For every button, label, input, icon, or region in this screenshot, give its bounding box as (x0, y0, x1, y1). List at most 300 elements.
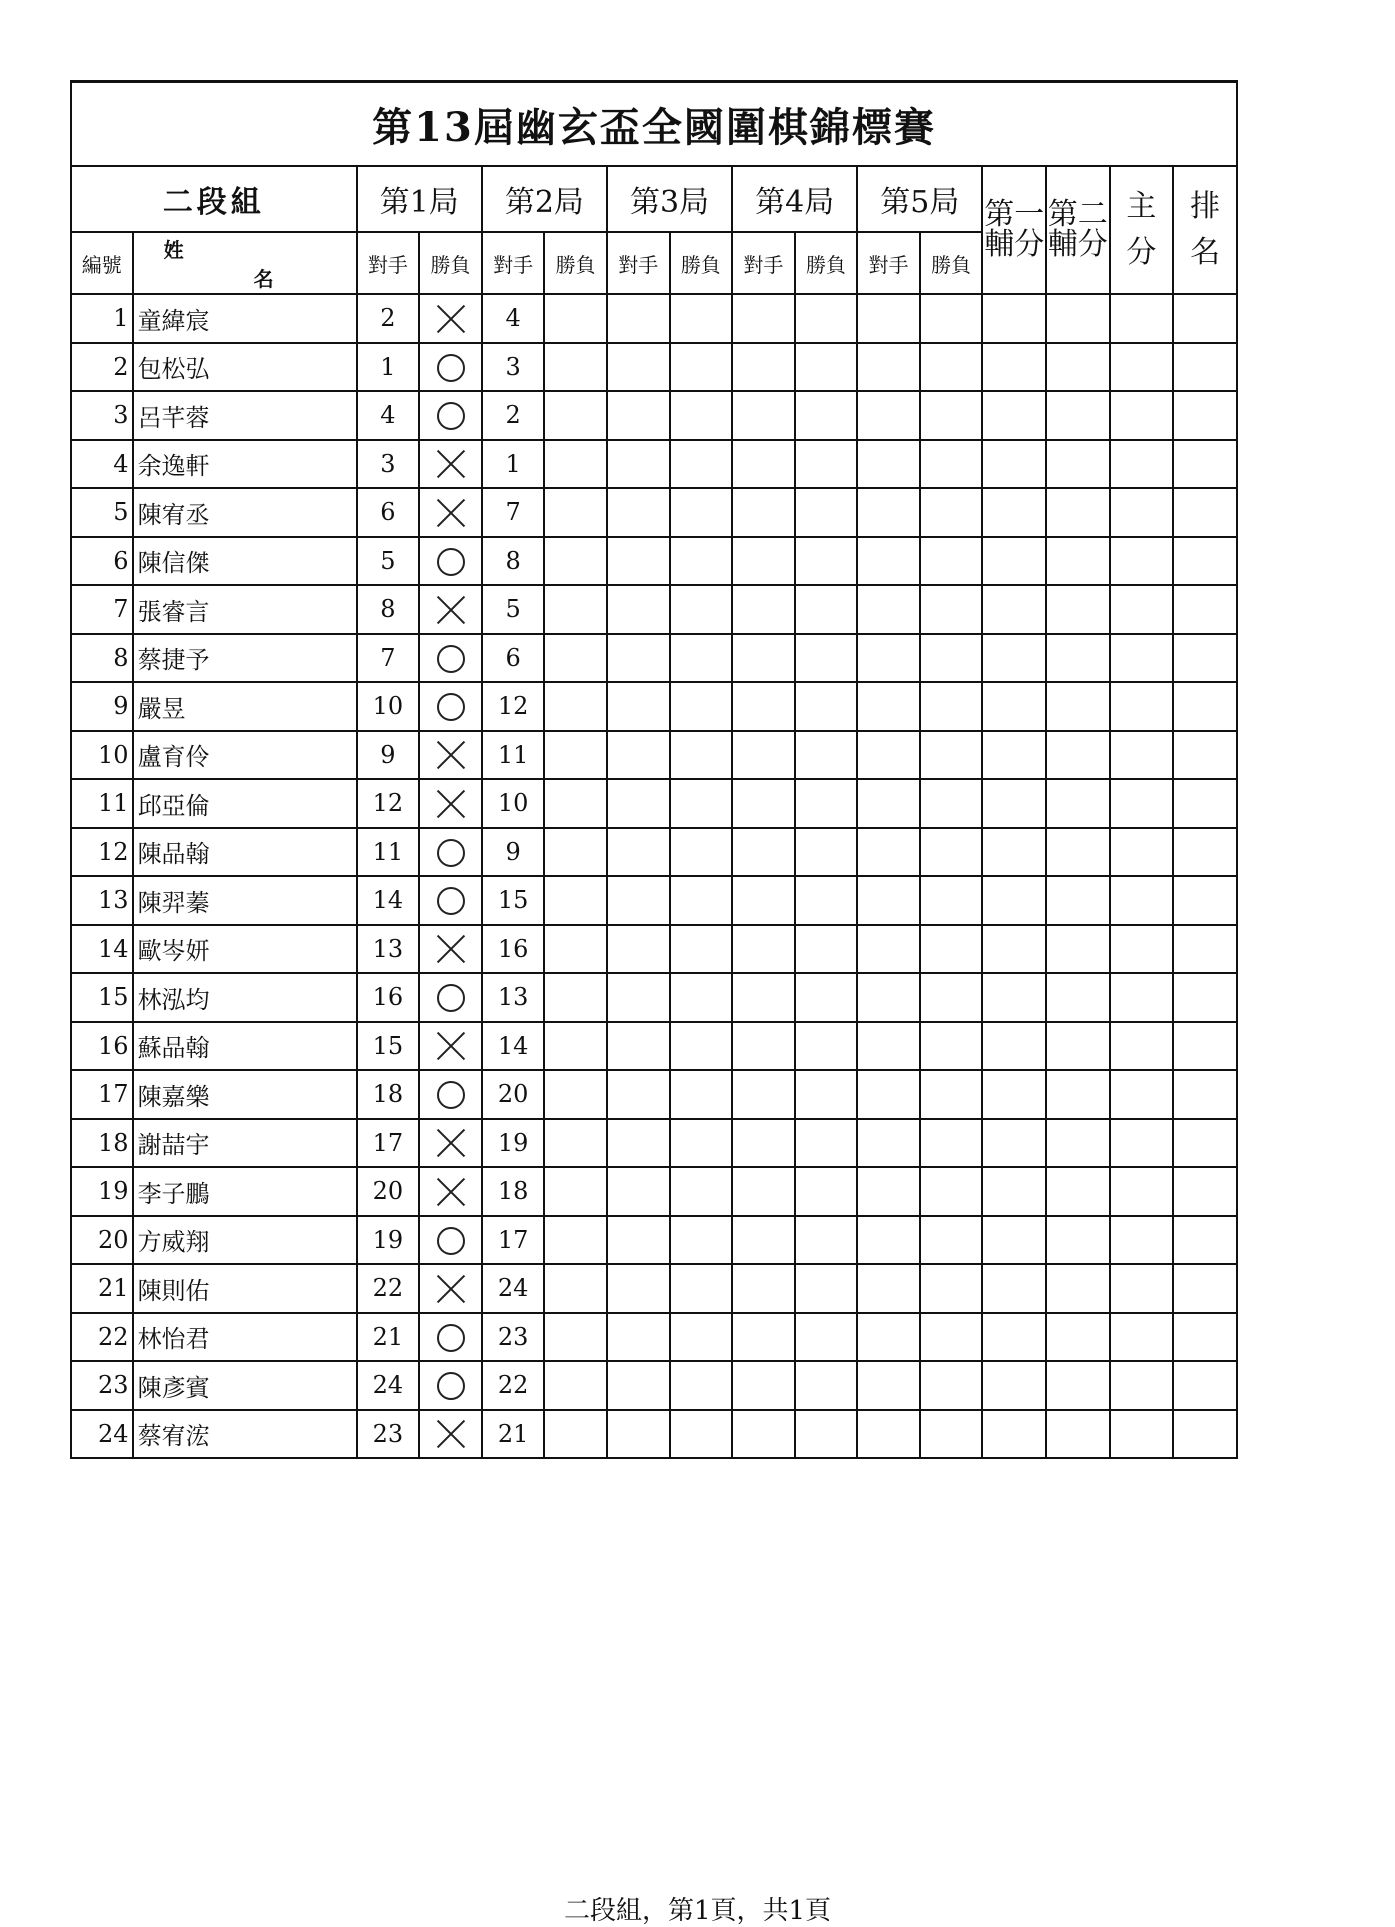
empty-cell (670, 779, 733, 828)
round-2-opponent: 6 (482, 634, 545, 683)
round-1-opponent: 22 (357, 1264, 420, 1313)
empty-cell (1110, 1410, 1174, 1459)
empty-cell (857, 440, 920, 489)
empty-cell (920, 1119, 983, 1168)
empty-cell (857, 1070, 920, 1119)
empty-cell (732, 634, 795, 683)
empty-cell (544, 343, 607, 392)
empty-cell (857, 682, 920, 731)
empty-cell (1046, 634, 1110, 683)
empty-cell (670, 343, 733, 392)
empty-cell (920, 1313, 983, 1362)
empty-cell (1110, 828, 1174, 877)
empty-cell (1173, 1070, 1237, 1119)
empty-cell (670, 973, 733, 1022)
table-row (71, 828, 1237, 877)
empty-cell (920, 1264, 983, 1313)
empty-cell (857, 1264, 920, 1313)
round-1-result (419, 1022, 482, 1071)
empty-cell (1110, 585, 1174, 634)
empty-cell (732, 391, 795, 440)
round-1-opponent: 3 (357, 440, 420, 489)
empty-cell (920, 391, 983, 440)
empty-cell (544, 294, 607, 343)
empty-cell (1173, 779, 1237, 828)
empty-cell (670, 391, 733, 440)
player-id: 2 (71, 343, 133, 392)
empty-cell (1110, 1119, 1174, 1168)
empty-cell (607, 1313, 670, 1362)
round-1-result (419, 682, 482, 731)
round-1-opponent: 5 (357, 537, 420, 586)
player-name: 盧育伶 (133, 731, 357, 780)
empty-cell (982, 1167, 1046, 1216)
opponent-header: 對手 (607, 232, 670, 294)
win-circle-icon (437, 984, 465, 1012)
empty-cell (670, 1313, 733, 1362)
empty-cell (920, 1167, 983, 1216)
empty-cell (732, 585, 795, 634)
player-name: 張睿言 (133, 585, 357, 634)
opponent-header: 對手 (357, 232, 420, 294)
empty-cell (982, 1216, 1046, 1265)
round-5-header: 第5局 (857, 166, 982, 232)
empty-cell (795, 1022, 858, 1071)
player-id: 9 (71, 682, 133, 731)
empty-cell (1173, 1216, 1237, 1265)
player-id: 20 (71, 1216, 133, 1265)
empty-cell (1173, 828, 1237, 877)
empty-cell (544, 1216, 607, 1265)
round-1-opponent: 17 (357, 1119, 420, 1168)
empty-cell (1046, 1070, 1110, 1119)
round-1-result (419, 343, 482, 392)
round-1-opponent: 7 (357, 634, 420, 683)
empty-cell (732, 294, 795, 343)
player-name: 蔡宥浤 (133, 1410, 357, 1459)
empty-cell (795, 973, 858, 1022)
opponent-header: 對手 (857, 232, 920, 294)
table-row (71, 1167, 1237, 1216)
empty-cell (544, 1167, 607, 1216)
empty-cell (544, 876, 607, 925)
empty-cell (1173, 634, 1237, 683)
table-row (71, 925, 1237, 974)
empty-cell (607, 682, 670, 731)
empty-cell (1046, 537, 1110, 586)
empty-cell (544, 973, 607, 1022)
empty-cell (857, 876, 920, 925)
empty-cell (920, 1410, 983, 1459)
round-2-opponent: 15 (482, 876, 545, 925)
page-footer: 二段組，第1頁，共1頁 (563, 1896, 832, 1926)
empty-cell (1173, 294, 1237, 343)
player-id: 1 (71, 294, 133, 343)
empty-cell (920, 1216, 983, 1265)
empty-cell (1173, 440, 1237, 489)
empty-cell (1046, 828, 1110, 877)
round-2-opponent: 4 (482, 294, 545, 343)
empty-cell (670, 1070, 733, 1119)
empty-cell (1046, 1264, 1110, 1313)
player-id: 11 (71, 779, 133, 828)
round-2-opponent: 16 (482, 925, 545, 974)
empty-cell (732, 1022, 795, 1071)
round-1-opponent: 12 (357, 779, 420, 828)
empty-cell (732, 488, 795, 537)
player-name: 方威翔 (133, 1216, 357, 1265)
empty-cell (670, 488, 733, 537)
empty-cell (1173, 731, 1237, 780)
round-1-opponent: 10 (357, 682, 420, 731)
empty-cell (732, 1119, 795, 1168)
empty-cell (982, 925, 1046, 974)
empty-cell (670, 925, 733, 974)
empty-cell (1046, 779, 1110, 828)
empty-cell (1173, 585, 1237, 634)
round-1-result (419, 1313, 482, 1362)
table-row (71, 1070, 1237, 1119)
empty-cell (857, 1410, 920, 1459)
loss-cross-icon (436, 740, 466, 770)
empty-cell (544, 925, 607, 974)
empty-cell (857, 973, 920, 1022)
empty-cell (1110, 343, 1174, 392)
empty-cell (795, 925, 858, 974)
round-1-opponent: 15 (357, 1022, 420, 1071)
empty-cell (795, 682, 858, 731)
rank-header: 排 名 (1173, 166, 1237, 294)
empty-cell (920, 876, 983, 925)
table-row (71, 682, 1237, 731)
empty-cell (795, 634, 858, 683)
round-2-opponent: 12 (482, 682, 545, 731)
player-id: 21 (71, 1264, 133, 1313)
round-1-result (419, 634, 482, 683)
empty-cell (670, 1167, 733, 1216)
empty-cell (1046, 731, 1110, 780)
round-1-result (419, 1070, 482, 1119)
loss-cross-icon (436, 1128, 466, 1158)
empty-cell (1046, 1361, 1110, 1410)
round-1-result (419, 828, 482, 877)
empty-cell (670, 1216, 733, 1265)
empty-cell (670, 1361, 733, 1410)
player-name: 嚴昱 (133, 682, 357, 731)
round-1-opponent: 24 (357, 1361, 420, 1410)
round-2-opponent: 5 (482, 585, 545, 634)
player-name: 林怡君 (133, 1313, 357, 1362)
round-1-opponent: 18 (357, 1070, 420, 1119)
empty-cell (982, 973, 1046, 1022)
player-id: 10 (71, 731, 133, 780)
empty-cell (1110, 682, 1174, 731)
empty-cell (607, 731, 670, 780)
table-row (71, 488, 1237, 537)
empty-cell (1110, 779, 1174, 828)
win-circle-icon (437, 1372, 465, 1400)
loss-cross-icon (436, 449, 466, 479)
round-2-opponent: 22 (482, 1361, 545, 1410)
empty-cell (982, 488, 1046, 537)
empty-cell (857, 585, 920, 634)
empty-cell (732, 1361, 795, 1410)
round-2-opponent: 13 (482, 973, 545, 1022)
empty-cell (920, 973, 983, 1022)
player-name: 謝喆宇 (133, 1119, 357, 1168)
empty-cell (795, 343, 858, 392)
empty-cell (732, 440, 795, 489)
empty-cell (1046, 925, 1110, 974)
empty-cell (982, 440, 1046, 489)
empty-cell (857, 1361, 920, 1410)
round-1-result (419, 1119, 482, 1168)
empty-cell (857, 1167, 920, 1216)
round-1-result (419, 440, 482, 489)
empty-cell (670, 1264, 733, 1313)
round-2-opponent: 18 (482, 1167, 545, 1216)
empty-cell (1046, 1167, 1110, 1216)
empty-cell (920, 1022, 983, 1071)
empty-cell (1173, 343, 1237, 392)
player-id: 22 (71, 1313, 133, 1362)
player-id: 24 (71, 1410, 133, 1459)
empty-cell (795, 537, 858, 586)
empty-cell (1110, 391, 1174, 440)
round-2-opponent: 17 (482, 1216, 545, 1265)
empty-cell (1110, 537, 1174, 586)
empty-cell (857, 634, 920, 683)
empty-cell (732, 731, 795, 780)
empty-cell (607, 343, 670, 392)
empty-cell (732, 1070, 795, 1119)
player-id: 13 (71, 876, 133, 925)
round-1-result (419, 973, 482, 1022)
empty-cell (795, 1070, 858, 1119)
round-1-result (419, 925, 482, 974)
player-id: 8 (71, 634, 133, 683)
empty-cell (1173, 973, 1237, 1022)
empty-cell (982, 634, 1046, 683)
empty-cell (607, 1167, 670, 1216)
empty-cell (982, 294, 1046, 343)
empty-cell (1173, 682, 1237, 731)
round-2-opponent: 14 (482, 1022, 545, 1071)
empty-cell (607, 1022, 670, 1071)
win-circle-icon (437, 1081, 465, 1109)
empty-cell (795, 828, 858, 877)
empty-cell (795, 488, 858, 537)
empty-cell (920, 731, 983, 780)
empty-cell (544, 585, 607, 634)
empty-cell (1173, 1410, 1237, 1459)
empty-cell (607, 440, 670, 489)
tiebreak1-header: 第一 輔分 (982, 166, 1046, 294)
player-name: 陳彥賓 (133, 1361, 357, 1410)
empty-cell (732, 537, 795, 586)
round-1-result (419, 1410, 482, 1459)
win-circle-icon (437, 693, 465, 721)
empty-cell (982, 1022, 1046, 1071)
player-id: 4 (71, 440, 133, 489)
round-1-opponent: 4 (357, 391, 420, 440)
empty-cell (920, 488, 983, 537)
round-2-opponent: 9 (482, 828, 545, 877)
page-title: 第13屆幽玄盃全國圍棋錦標賽 (71, 82, 1237, 167)
empty-cell (544, 1264, 607, 1313)
loss-cross-icon (436, 789, 466, 819)
player-name: 包松弘 (133, 343, 357, 392)
empty-cell (795, 779, 858, 828)
empty-cell (544, 488, 607, 537)
empty-cell (607, 537, 670, 586)
round-1-opponent: 20 (357, 1167, 420, 1216)
empty-cell (920, 294, 983, 343)
round-1-result (419, 585, 482, 634)
table-row (71, 1264, 1237, 1313)
player-id: 5 (71, 488, 133, 537)
round-1-opponent: 14 (357, 876, 420, 925)
empty-cell (1110, 1216, 1174, 1265)
empty-cell (670, 731, 733, 780)
empty-cell (795, 1410, 858, 1459)
empty-cell (1110, 876, 1174, 925)
round-1-opponent: 1 (357, 343, 420, 392)
round-4-header: 第4局 (732, 166, 857, 232)
loss-cross-icon (436, 934, 466, 964)
empty-cell (982, 1313, 1046, 1362)
round-1-result (419, 1167, 482, 1216)
empty-cell (982, 1264, 1046, 1313)
empty-cell (857, 731, 920, 780)
win-circle-icon (437, 1227, 465, 1255)
standings-sheet (70, 80, 1238, 1459)
empty-cell (1046, 973, 1110, 1022)
empty-cell (1110, 634, 1174, 683)
win-circle-icon (437, 548, 465, 576)
empty-cell (1110, 925, 1174, 974)
empty-cell (1046, 1119, 1110, 1168)
result-header: 勝負 (419, 232, 482, 294)
player-name: 林泓均 (133, 973, 357, 1022)
empty-cell (1173, 1361, 1237, 1410)
round-1-opponent: 8 (357, 585, 420, 634)
empty-cell (607, 1119, 670, 1168)
round-1-header: 第1局 (357, 166, 482, 232)
win-circle-icon (437, 887, 465, 915)
player-name: 呂芊蓉 (133, 391, 357, 440)
standings-table (70, 80, 1238, 1459)
empty-cell (544, 1361, 607, 1410)
empty-cell (857, 391, 920, 440)
empty-cell (544, 440, 607, 489)
empty-cell (795, 1313, 858, 1362)
empty-cell (544, 391, 607, 440)
empty-cell (732, 1167, 795, 1216)
empty-cell (1110, 488, 1174, 537)
empty-cell (1046, 682, 1110, 731)
empty-cell (1110, 1167, 1174, 1216)
main-score-header: 主 分 (1110, 166, 1174, 294)
empty-cell (1110, 1361, 1174, 1410)
win-circle-icon (437, 645, 465, 673)
round-1-result (419, 779, 482, 828)
round-1-opponent: 23 (357, 1410, 420, 1459)
empty-cell (1110, 731, 1174, 780)
empty-cell (982, 1410, 1046, 1459)
empty-cell (1173, 488, 1237, 537)
empty-cell (857, 1216, 920, 1265)
empty-cell (670, 585, 733, 634)
empty-cell (982, 779, 1046, 828)
empty-cell (607, 973, 670, 1022)
empty-cell (544, 1313, 607, 1362)
empty-cell (670, 1022, 733, 1071)
player-id: 7 (71, 585, 133, 634)
empty-cell (1110, 1022, 1174, 1071)
empty-cell (732, 828, 795, 877)
empty-cell (544, 1070, 607, 1119)
table-row (71, 973, 1237, 1022)
empty-cell (732, 779, 795, 828)
empty-cell (857, 1119, 920, 1168)
empty-cell (607, 925, 670, 974)
player-name: 陳羿蓁 (133, 876, 357, 925)
round-1-opponent: 13 (357, 925, 420, 974)
empty-cell (1110, 1264, 1174, 1313)
round-1-result (419, 391, 482, 440)
round-2-opponent: 11 (482, 731, 545, 780)
table-row (71, 876, 1237, 925)
round-1-result (419, 294, 482, 343)
round-2-opponent: 7 (482, 488, 545, 537)
round-2-opponent: 8 (482, 537, 545, 586)
table-row (71, 537, 1237, 586)
round-2-opponent: 1 (482, 440, 545, 489)
empty-cell (670, 537, 733, 586)
empty-cell (920, 585, 983, 634)
empty-cell (1173, 1022, 1237, 1071)
empty-cell (1046, 440, 1110, 489)
loss-cross-icon (436, 595, 466, 625)
player-name: 童緯宸 (133, 294, 357, 343)
empty-cell (982, 876, 1046, 925)
empty-cell (544, 1119, 607, 1168)
round-2-opponent: 3 (482, 343, 545, 392)
empty-cell (982, 537, 1046, 586)
player-id: 3 (71, 391, 133, 440)
player-id: 23 (71, 1361, 133, 1410)
table-row (71, 1313, 1237, 1362)
empty-cell (607, 391, 670, 440)
result-header: 勝負 (920, 232, 983, 294)
table-row (71, 440, 1237, 489)
player-name: 陳信傑 (133, 537, 357, 586)
empty-cell (1173, 1119, 1237, 1168)
player-id: 19 (71, 1167, 133, 1216)
player-name: 陳嘉樂 (133, 1070, 357, 1119)
loss-cross-icon (436, 1177, 466, 1207)
empty-cell (732, 682, 795, 731)
empty-cell (920, 537, 983, 586)
result-header: 勝負 (795, 232, 858, 294)
round-1-result (419, 537, 482, 586)
empty-cell (920, 440, 983, 489)
empty-cell (920, 828, 983, 877)
loss-cross-icon (436, 1274, 466, 1304)
empty-cell (607, 779, 670, 828)
empty-cell (670, 440, 733, 489)
